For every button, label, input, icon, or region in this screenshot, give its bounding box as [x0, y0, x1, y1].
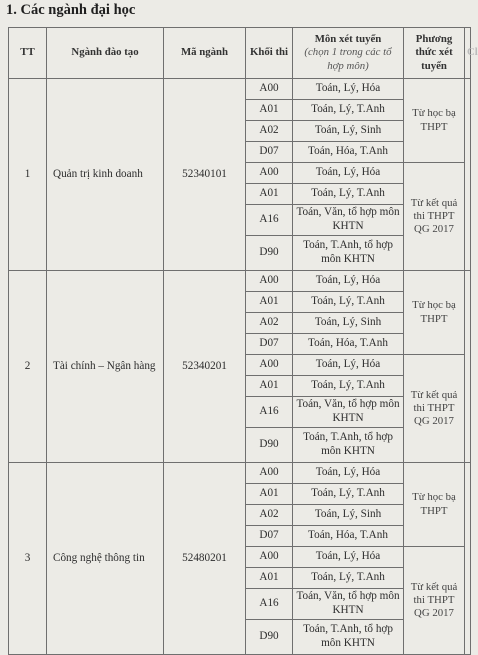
subject-combination: Toán, Hóa, T.Anh	[293, 334, 404, 355]
header-subjects-note: (chọn 1 trong các tổ hợp môn)	[304, 46, 392, 72]
header-code: Mã ngành	[164, 28, 246, 79]
block-code: A02	[246, 505, 293, 526]
block-code: A00	[246, 271, 293, 292]
block-code: D90	[246, 620, 293, 655]
block-code: A00	[246, 547, 293, 568]
subject-combination: Toán, T.Anh, tổ hợp môn KHTN	[293, 620, 404, 655]
method-transcript: Từ học bạ THPT	[404, 79, 465, 163]
program-major: Tài chính – Ngân hàng	[47, 271, 164, 463]
subject-combination: Toán, Lý, T.Anh	[293, 292, 404, 313]
block-code: D07	[246, 142, 293, 163]
program-major: Quản trị kinh doanh	[47, 79, 164, 271]
subject-combination: Toán, Lý, T.Anh	[293, 376, 404, 397]
subject-combination: Toán, Lý, Sinh	[293, 121, 404, 142]
block-code: A02	[246, 121, 293, 142]
program-code: 52340101	[164, 79, 246, 271]
subject-combination: Toán, Lý, Hóa	[293, 271, 404, 292]
table-body	[9, 79, 471, 655]
header-major: Ngành đào tạo	[47, 28, 164, 79]
block-code: A00	[246, 163, 293, 184]
block-code: A01	[246, 292, 293, 313]
program-major: Công nghệ thông tin	[47, 463, 164, 655]
method-exam: Từ kết quả thi THPT QG 2017	[404, 547, 465, 655]
block-code: A01	[246, 100, 293, 121]
subject-combination: Toán, Lý, T.Anh	[293, 100, 404, 121]
subject-combination: Toán, Lý, Sinh	[293, 313, 404, 334]
header-block: Khối thi	[246, 28, 293, 79]
method-exam: Từ kết quả thi THPT QG 2017	[404, 355, 465, 463]
subject-combination: Toán, Lý, Hóa	[293, 79, 404, 100]
program-code: 52480201	[164, 463, 246, 655]
method-transcript: Từ học bạ THPT	[404, 463, 465, 547]
table-header-row	[9, 28, 471, 79]
block-code: A16	[246, 589, 293, 620]
subject-combination: Toán, Văn, tổ hợp môn KHTN	[293, 589, 404, 620]
extra-column-cell	[465, 79, 471, 271]
block-code: D90	[246, 236, 293, 271]
block-code: A00	[246, 463, 293, 484]
subject-combination: Toán, Văn, tổ hợp môn KHTN	[293, 205, 404, 236]
program-number: 1	[9, 79, 47, 271]
block-code: A16	[246, 397, 293, 428]
program-number: 3	[9, 463, 47, 655]
subject-combination: Toán, Lý, Hóa	[293, 355, 404, 376]
subject-combination: Toán, Lý, Hóa	[293, 163, 404, 184]
subject-combination: Toán, Hóa, T.Anh	[293, 142, 404, 163]
block-code: D07	[246, 526, 293, 547]
header-method: Phương thức xét tuyển	[404, 28, 465, 79]
block-code: D90	[246, 428, 293, 463]
method-transcript: Từ học bạ THPT	[404, 271, 465, 355]
header-subjects-title: Môn xét tuyển	[314, 33, 382, 46]
header-extra: Cl	[465, 28, 471, 79]
block-code: A16	[246, 205, 293, 236]
program-number: 2	[9, 271, 47, 463]
header-subjects	[293, 28, 404, 79]
subject-combination: Toán, Lý, T.Anh	[293, 568, 404, 589]
subject-combination: Toán, Lý, Hóa	[293, 547, 404, 568]
block-code: A00	[246, 79, 293, 100]
block-code: A02	[246, 313, 293, 334]
block-code: A01	[246, 376, 293, 397]
subject-combination: Toán, T.Anh, tổ hợp môn KHTN	[293, 428, 404, 463]
subject-combination: Toán, T.Anh, tổ hợp môn KHTN	[293, 236, 404, 271]
header-tt: TT	[9, 28, 47, 79]
subject-combination: Toán, Văn, tổ hợp môn KHTN	[293, 397, 404, 428]
extra-column-cell	[465, 463, 471, 655]
method-exam: Từ kết quả thi THPT QG 2017	[404, 163, 465, 271]
subject-combination: Toán, Lý, Sinh	[293, 505, 404, 526]
block-code: A01	[246, 184, 293, 205]
subject-combination: Toán, Lý, T.Anh	[293, 184, 404, 205]
block-code: D07	[246, 334, 293, 355]
extra-column-cell	[465, 271, 471, 463]
program-code: 52340201	[164, 271, 246, 463]
table-row	[9, 463, 471, 484]
table-row	[9, 79, 471, 100]
table-row	[9, 271, 471, 292]
subject-combination: Toán, Lý, T.Anh	[293, 484, 404, 505]
majors-table	[8, 27, 478, 655]
block-code: A01	[246, 484, 293, 505]
block-code: A01	[246, 568, 293, 589]
subject-combination: Toán, Hóa, T.Anh	[293, 526, 404, 547]
subject-combination: Toán, Lý, Hóa	[293, 463, 404, 484]
block-code: A00	[246, 355, 293, 376]
section-heading: 1. Các ngành đại học	[6, 2, 136, 18]
